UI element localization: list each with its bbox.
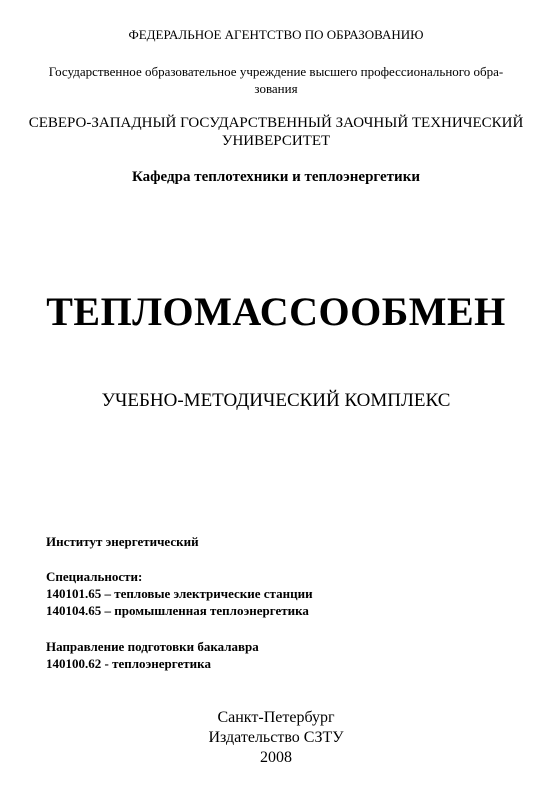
university-line-2: УНИВЕРСИТЕТ <box>221 133 331 149</box>
direction-item: 140100.62 - теплоэнергетика <box>46 656 211 671</box>
university-line-1: СЕВЕРО-ЗАПАДНЫЙ ГОСУДАРСТВЕННЫЙ ЗАОЧНЫЙ ТЕХНИЧЕСКИЙ <box>28 115 524 131</box>
document-title: ТЕПЛОМАССООБМЕН <box>46 289 506 334</box>
document-subtitle: УЧЕБНО-МЕТОДИЧЕСКИЙ КОМПЛЕКС <box>101 390 451 411</box>
agency-name: ФЕДЕРАЛЬНОЕ АГЕНТСТВО ПО ОБРАЗОВАНИЮ <box>128 27 424 42</box>
specialty-item: 140101.65 – тепловые электрические станции <box>46 586 313 601</box>
institution-line-2: зования <box>254 81 298 96</box>
specialties-heading: Специальности: <box>46 569 143 584</box>
publisher-name: Издательство СЗТУ <box>208 729 344 746</box>
institute-line: Институт энергетический <box>46 534 199 549</box>
specialty-item: 140104.65 – промышленная теплоэнергетика <box>46 603 309 618</box>
publication-year: 2008 <box>260 749 292 766</box>
direction-heading: Направление подготовки бакалавра <box>46 639 259 654</box>
publication-city: Санкт-Петербург <box>217 709 335 726</box>
institution-line-1: Государственное образовательное учреждение высшего профессионального обра- <box>48 64 504 79</box>
department-name: Кафедра теплотехники и теплоэнергетики <box>132 169 420 185</box>
